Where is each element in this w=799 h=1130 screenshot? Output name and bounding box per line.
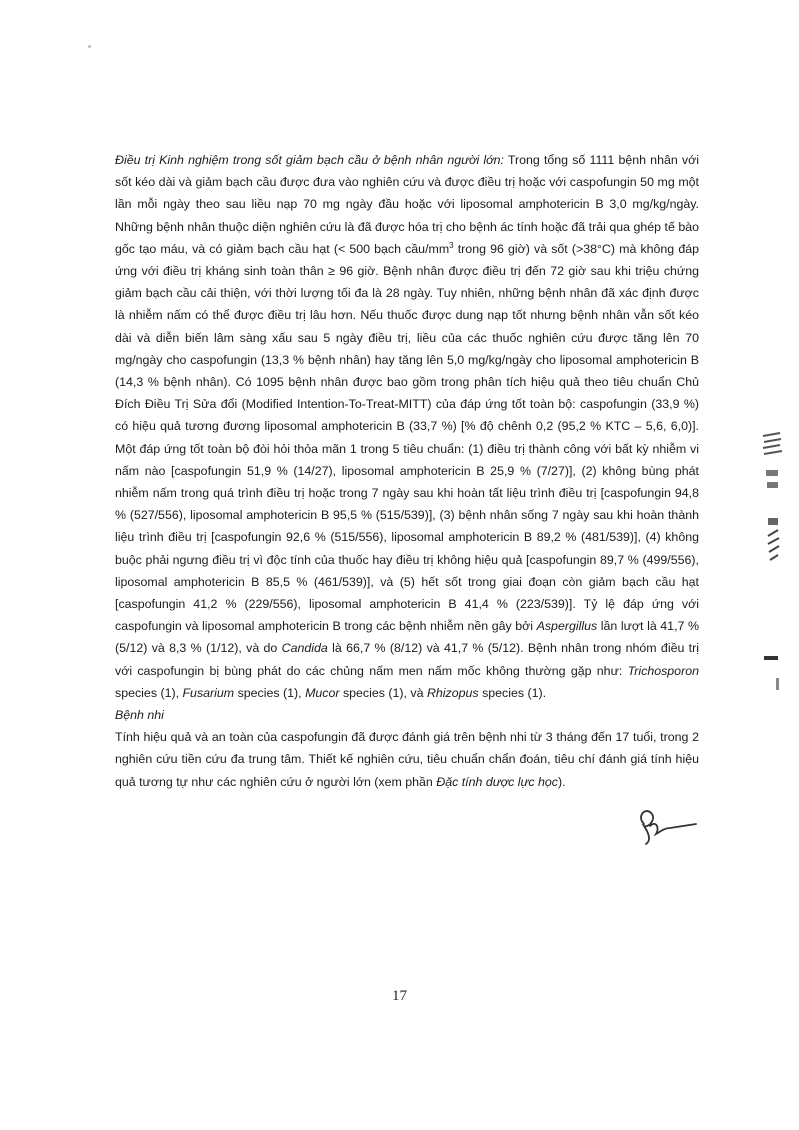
pediatric-text-1: Tính hiệu quả và an toàn của caspofungin đã được đánh giá trên bệnh nhi từ 3 tháng đến 17 tuổi, trong 2 nghiên cứu tiền cứu đa trung tâm. Thiết kế nghiên cứu, tiêu chuẩn chẩn đoán, tiêu chí đánh giá tính hiệu quả tương tự như các nghiên cứu ở người lớn (xem phần bbox=[115, 730, 699, 789]
adult-heading: Điều trị Kinh nghiệm trong sốt giảm bạch cầu ở bệnh nhân người lớn: bbox=[115, 153, 504, 167]
organism-candida: Candida bbox=[281, 641, 328, 656]
pediatric-text-2: ). bbox=[557, 774, 566, 789]
adult-text-5: species (1), bbox=[115, 685, 183, 700]
adult-text-4: là 66,7 % (8/12) và 41,7 % (5/12). Bệnh nhân trong nhóm điều trị với caspofungin bị bùng phát do các chủng nấm men nấm mốc không thường gặp như: bbox=[115, 641, 699, 678]
organism-trichosporon: Trichosporon bbox=[627, 663, 699, 678]
pediatric-heading: Bệnh nhi bbox=[115, 708, 164, 723]
adult-text-7: species (1), và bbox=[339, 685, 427, 700]
organism-fusarium: Fusarium bbox=[182, 685, 235, 700]
organism-rhizopus: Rhizopus bbox=[426, 685, 479, 700]
organism-aspergillus: Aspergillus bbox=[536, 619, 598, 634]
scan-speck bbox=[88, 45, 91, 48]
adult-text-2: trong 96 giờ) và sốt (>38°C) mà không đáp ứng với điều trị kháng sinh toàn thân ≥ 96 giờ. Bệnh nhân được điều trị đến 72 giờ sau khi triệu chứng giảm bạch cầu cải thiện, với thời lượng tối đa là 28 ngày. Tuy nhiên, những bệnh nhân đã xác định được là nhiễm nấm có thể được điều trị lâu hơn. Nếu thuốc được dung nạp tốt nhưng bệnh nhân vẫn sốt kéo dài và diễn biến lâm sàng xấu sau 5 ngày điều trị, liều của các thuốc nghiên cứu được tăng lên 70 mg/ngày cho caspofungin (13,3 % bệnh nhân) hay tăng lên 5,0 mg/kg/ngày cho liposomal amphotericin B (14,3 % bệnh nhân). Có 1095 bệnh nhân được bao gồm trong phân tích hiệu quả theo tiêu chuẩn Chủ Đích Điều Trị Sửa đổi (Modified Intention-To-Treat-MITT) của đáp ứng tốt toàn bộ: caspofungin (33,9 %) có hiệu quả tương đương liposomal amphotericin B (33,7 %) [% độ chênh 0,2 (95,2 % KTC – 5,6, 6,0)]. Một đáp ứng tốt toàn bộ đòi hỏi thỏa mãn 1 trong 5 tiêu chuẩn: (1) điều trị thành công với bất kỳ nhiễm vi nấm nào [caspofungin 51,9 % (14/27), liposomal amphotericin B 25,9 % (7/27)], (2) không bùng phát nhiễm nấm trong quá trình điều trị hoặc trong 7 ngày sau khi hoàn tất liệu trình điều trị [caspofungin 94,8 % (527/556), liposomal amphotericin B 95,5 % (515/539)], (3) bệnh nhân sống 7 ngày sau khi hoàn thành liệu trình điều trị [caspofungin 92,6 % (515/556), liposomal amphotericin B 89,2 % (481/539)], (4) không buộc phải ngưng điều trị vì độc tính của thuốc hay điều trị không hiệu quả [caspofungin 89,7 % (499/556), liposomal amphotericin B 85,5 % (461/539)], và (5) hết sốt trong giai đoạn còn giảm bạch cầu hạt [caspofungin 41,2 % (229/556), liposomal amphotericin B 41,4 % (223/539)]. Tỷ lệ đáp ứng với caspofungin và liposomal amphotericin B trong các bệnh nhiễm nền gây bởi bbox=[115, 241, 699, 634]
adult-text-3: lần lượt là 41,7 % (5/12) và 8,3 % (1/12), và do bbox=[115, 619, 699, 656]
adult-text-6: species (1), bbox=[234, 685, 306, 700]
superscript-3: 3 bbox=[449, 240, 454, 250]
pharmacodynamics-reference: Đặc tính dược lực học bbox=[436, 774, 558, 789]
adult-text-1: Trong tổng số 1111 bệnh nhân với sốt kéo dài và giảm bạch cầu được đưa vào nghiên cứu và được điều trị hoặc với caspofungin 50 mg một lần mỗi ngày theo sau liều nạp 70 mg ngày đầu hoặc với liposomal amphotericin B 3,0 mg/kg/ngày. Những bệnh nhân thuộc diện nghiên cứu là đã được hóa trị cho bệnh ác tính hoặc đã trải qua ghép tế bào gốc tạo máu, và có giảm bạch cầu hạt (< 500 bạch cầu/mm bbox=[115, 153, 699, 256]
organism-mucor: Mucor bbox=[305, 685, 340, 700]
page-number: 17 bbox=[392, 988, 407, 1004]
adult-paragraph bbox=[115, 149, 699, 704]
handwritten-initials bbox=[634, 806, 700, 846]
adult-text-8: species (1). bbox=[478, 685, 547, 700]
scan-margin-marks bbox=[758, 430, 788, 700]
page-body bbox=[115, 149, 699, 793]
pediatric-paragraph bbox=[115, 726, 699, 793]
